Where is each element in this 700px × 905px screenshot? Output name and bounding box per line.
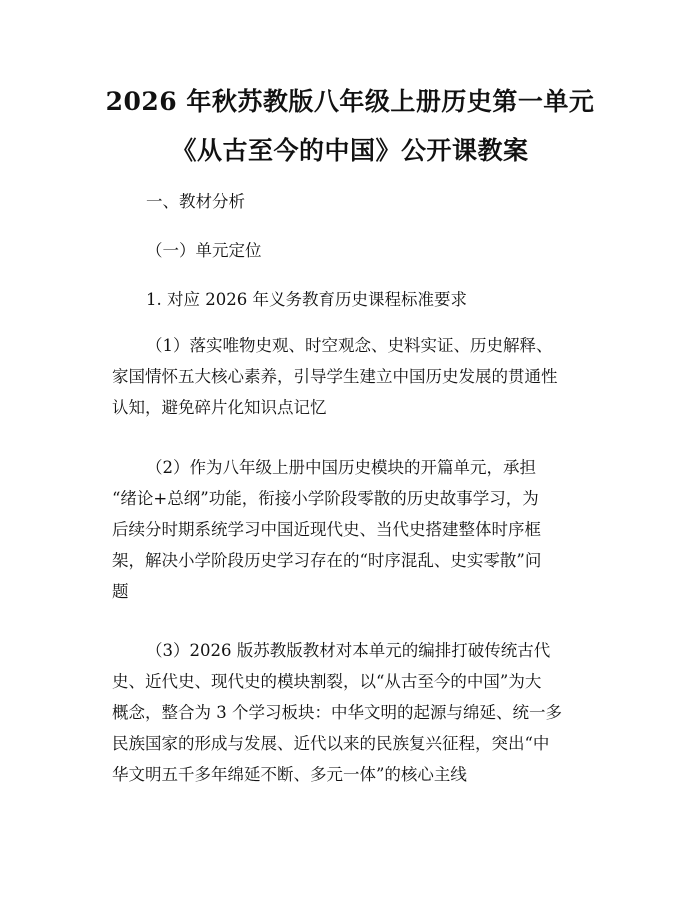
subsection-heading: （一）单元定位 — [146, 241, 262, 260]
paragraph-line: 华文明五千多年绵延不断、多元一体”的核心主线 — [112, 765, 467, 784]
paragraph-line: 认知，避免碎片化知识点记忆 — [112, 398, 327, 417]
paragraph-1 — [112, 330, 592, 423]
paragraph-2 — [112, 452, 592, 607]
paragraph-3 — [112, 635, 592, 790]
paragraph-line: 家国情怀五大核心素养，引导学生建立中国历史发展的贯通性 — [112, 367, 558, 386]
paragraph-line: 架，解决小学阶段历史学习存在的“时序混乱、史实零散”问 — [112, 551, 542, 570]
document-title-line-1: 2026 年秋苏教版八年级上册历史第一单元 — [105, 87, 595, 116]
document-title-line-2: 《从古至今的中国》公开课教案 — [171, 136, 529, 165]
paragraph-line: 后续分时期系统学习中国近现代史、当代史搭建整体时序框 — [112, 520, 541, 539]
list-item-heading: 1. 对应 2026 年义务教育历史课程标准要求 — [146, 290, 467, 309]
paragraph-line: “绪论+总纲”功能，衔接小学阶段零散的历史故事学习，为 — [112, 489, 539, 508]
paragraph-line: 民族国家的形成与发展、近代以来的民族复兴征程，突出“中 — [112, 734, 550, 753]
paragraph-line: 史、近代史、现代史的模块割裂，以“从古至今的中国”为大 — [112, 672, 542, 691]
paragraph-line: 概念，整合为 3 个学习板块：中华文明的起源与绵延、统一多 — [112, 703, 562, 722]
paragraph-line: （3）2026 版苏教版教材对本单元的编排打破传统古代 — [146, 641, 551, 660]
section-heading: 一、教材分析 — [146, 192, 245, 211]
paragraph-line: （1）落实唯物史观、时空观念、史料实证、历史解释、 — [146, 336, 553, 355]
paragraph-line: （2）作为八年级上册中国历史模块的开篇单元，承担 — [146, 458, 536, 477]
paragraph-line: 题 — [112, 582, 129, 601]
